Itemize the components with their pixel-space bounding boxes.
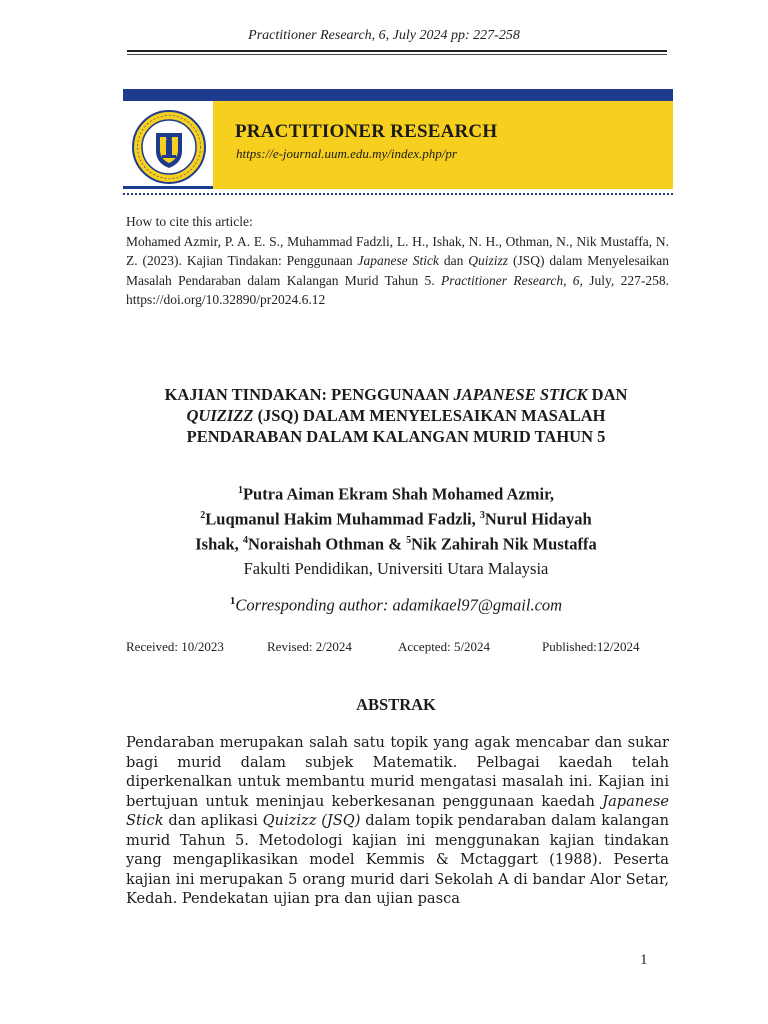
- abstract-text-segment: dan aplikasi: [163, 812, 263, 829]
- author-affiliation-mark: 1: [237, 485, 243, 496]
- author-affiliation-mark: 2: [200, 510, 206, 521]
- banner-top-bar: [123, 89, 673, 101]
- journal-url-link[interactable]: https://e-journal.uum.edu.my/index.php/pr: [236, 146, 457, 161]
- corresponding-mark: 1: [229, 595, 236, 607]
- abstract-text-segment: dalam topik pendaraban dalam kalangan murid Tahun 5. Metodologi kajian ini menggunakan kajian tindakan yang mengaplikasikan model Kemmis & Mctaggart (1988). Peserta kajian ini merupakan 5 orang murid dari Sekolah A di bandar Alor Setar, Kedah. Pendekatan ujian pra dan ujian pasca: [126, 812, 669, 907]
- author-affiliation-mark: 4: [242, 535, 248, 546]
- citation-italic-segment: Practitioner Research, 6,: [441, 272, 583, 288]
- author-name: Nik Zahirah Nik Mustaffa: [411, 534, 597, 554]
- title-segment: DAN: [587, 385, 628, 404]
- university-seal-icon: [131, 109, 207, 185]
- date-received: Received: 10/2023: [126, 639, 224, 654]
- author-affiliation-mark: 3: [479, 510, 485, 521]
- header-rule-thick: [127, 50, 667, 52]
- author-affiliation: Fakulti Pendidikan, Universiti Utara Malaysia: [243, 559, 549, 578]
- page-number: 1: [640, 952, 648, 968]
- author-name: Putra Aiman Ekram Shah Mohamed Azmir,: [242, 484, 555, 504]
- citation-text-segment: (JSQ) dalam Menyelesaikan Masalah Pendaraban dalam Kalangan Murid Tahun 5.: [126, 253, 669, 288]
- banner-dotted-divider: [123, 193, 673, 195]
- article-title: [130, 384, 662, 447]
- citation-label: How to cite this article:: [126, 214, 253, 229]
- author-list: [180, 480, 612, 555]
- date-published: Published:12/2024: [542, 639, 640, 654]
- abstract-heading: ABSTRAK: [356, 695, 436, 714]
- date-revised: Revised: 2/2024: [267, 639, 352, 654]
- citation-text: [126, 232, 669, 310]
- author-name: Noraishah Othman &: [247, 534, 407, 554]
- citation-italic-segment: Japanese Stick: [357, 253, 439, 268]
- header-rule-thin: [127, 54, 667, 55]
- citation-text-segment: Mohamed Azmir, P. A. E. S., Muhammad Fadzli, L. H., Ishak, N. H., Othman, N., Nik Mustaffa, N. Z. (2023). Kajian Tindakan: Penggunaan: [126, 233, 669, 268]
- author-name: Nurul Hidayah Ishak,: [195, 509, 592, 554]
- author-name: Luqmanul Hakim Muhammad Fadzli,: [205, 509, 480, 529]
- citation-block: [126, 212, 669, 310]
- citation-text-segment: dan: [438, 253, 469, 268]
- title-segment: (JSQ) DALAM MENYELESAIKAN MASALAH PENDARABAN DALAM KALANGAN MURID TAHUN 5: [186, 406, 606, 446]
- author-affiliation-mark: 5: [406, 535, 412, 546]
- citation-doi-segment: July, 227-258. https://doi.org/10.32890/pr2024.6.12: [126, 272, 670, 307]
- date-accepted: Accepted: 5/2024: [398, 639, 491, 654]
- journal-banner: [123, 89, 673, 189]
- title-segment: KAJIAN TINDAKAN: PENGGUNAAN: [164, 385, 454, 404]
- journal-name: PRACTITIONER RESEARCH: [235, 121, 498, 142]
- running-header: Practitioner Research, 6, July 2024 pp: 227-258: [248, 28, 520, 43]
- abstract-body: [126, 733, 669, 909]
- banner-title-area: [213, 101, 673, 189]
- title-italic-segment: JAPANESE STICK: [453, 385, 588, 404]
- corresponding-author: [130, 595, 662, 616]
- citation-italic-segment: Quizizz: [468, 253, 509, 268]
- abstract-italic-segment: Quizizz (JSQ): [262, 812, 361, 829]
- abstract-text-segment: Pendaraban merupakan salah satu topik yang agak mencabar dan sukar bagi murid dalam subjek Matematik. Pelbagai kaedah telah diperkenalkan untuk membantu murid mengatasi masalah ini. Kajian ini bertujuan untuk meninjau keberkesanan penggunaan kaedah: [126, 734, 669, 810]
- banner-bottom-bar: [123, 186, 213, 189]
- abstract-italic-segment: Japanese Stick: [126, 792, 669, 829]
- title-italic-segment: QUIZIZZ: [186, 406, 254, 425]
- corresponding-email[interactable]: Corresponding author: adamikael97@gmail.com: [235, 595, 563, 615]
